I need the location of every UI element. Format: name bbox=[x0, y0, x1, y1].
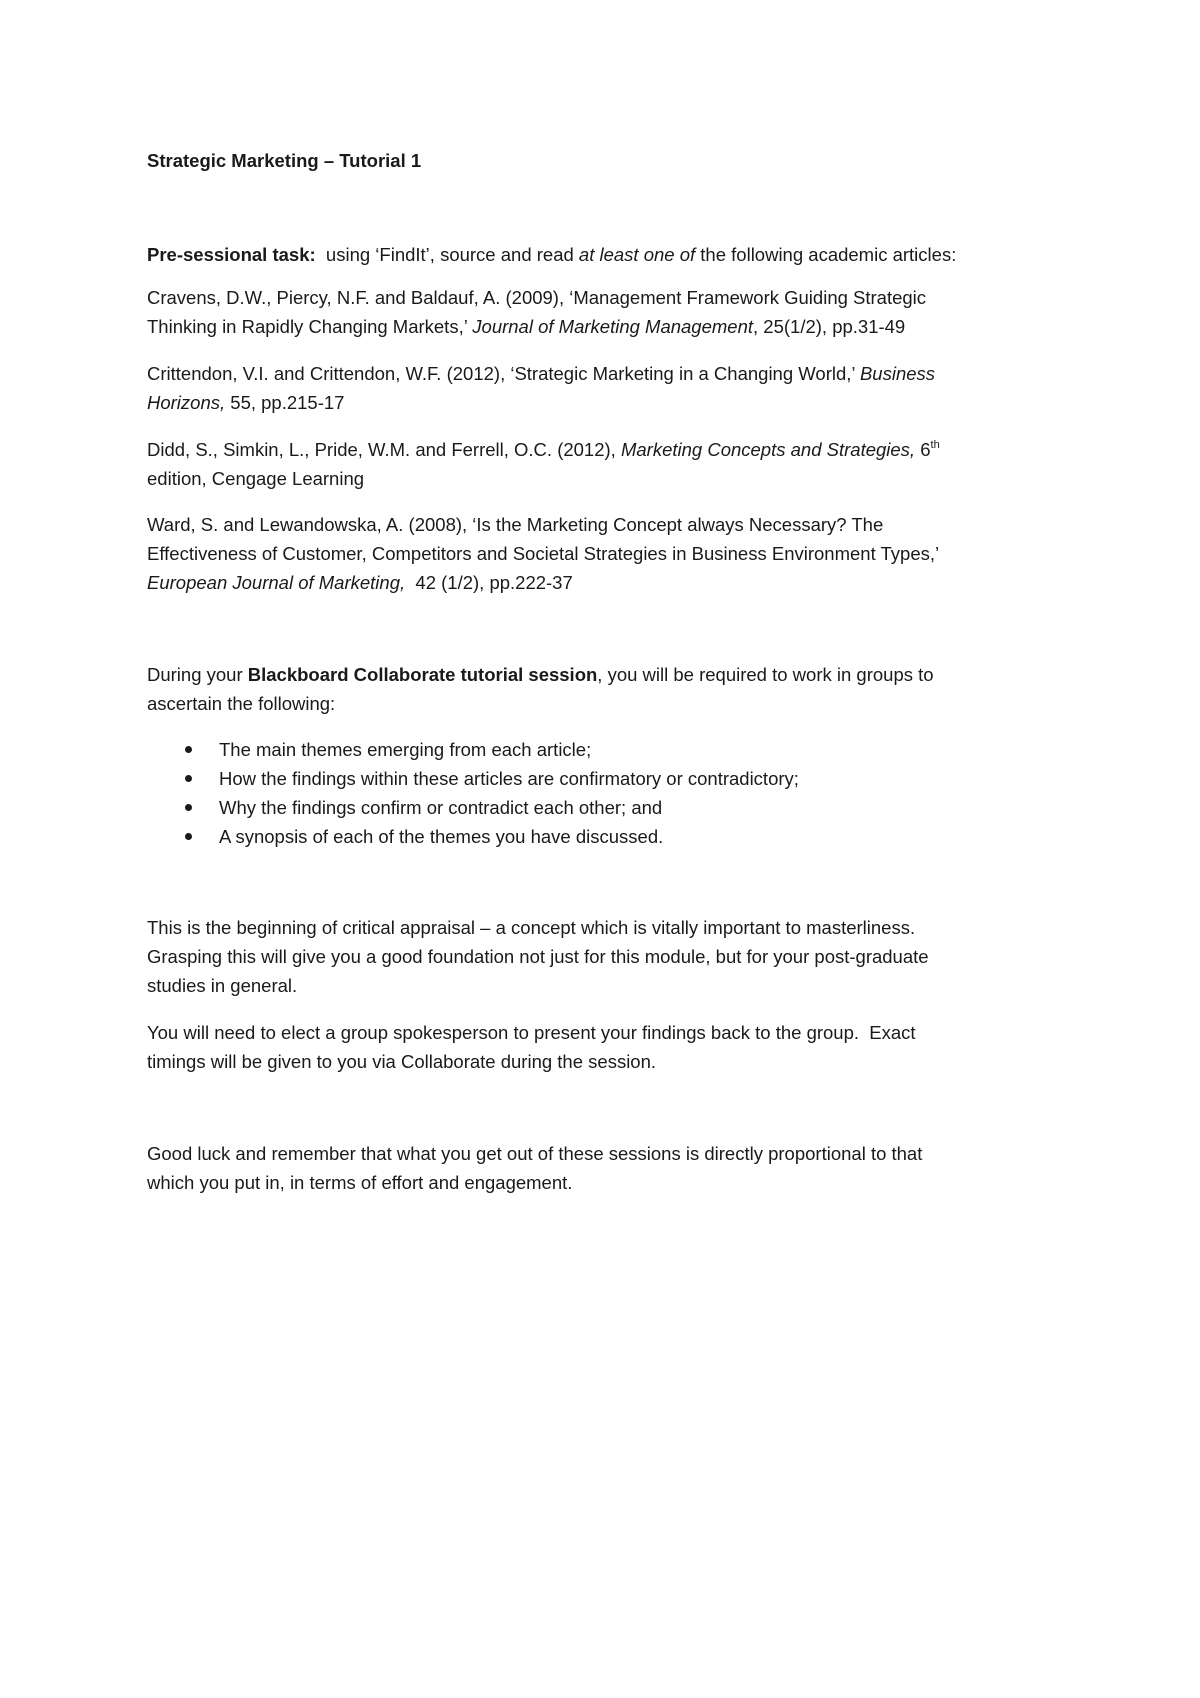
task-emphasis: at least one of bbox=[578, 244, 696, 265]
reference-3-ordinal: th bbox=[930, 439, 940, 451]
bullet-icon bbox=[185, 804, 192, 811]
appraisal-line-2: Grasping this will give you a good foundation not just for this module, but for your post-graduate bbox=[147, 946, 929, 967]
reference-2-pages: 55, pp.215-17 bbox=[225, 392, 345, 413]
session-intro-suffix: , you will be required to work in groups to bbox=[597, 664, 934, 685]
reference-2 bbox=[147, 359, 1047, 417]
pre-sessional-task bbox=[147, 240, 1047, 269]
list-item-text: The main themes emerging from each article; bbox=[219, 739, 592, 760]
spokesperson-line-1: You will need to elect a group spokesperson to present your findings back to the group. Exact bbox=[147, 1022, 916, 1043]
task-label: Pre-sessional task: bbox=[147, 244, 316, 265]
task-bullet-list bbox=[147, 735, 799, 851]
appraisal-line-1: This is the beginning of critical appraisal – a concept which is vitally important to masterliness. bbox=[147, 917, 916, 938]
list-item bbox=[147, 764, 799, 793]
list-item bbox=[147, 793, 799, 822]
reference-2-line-1: Crittendon, V.I. and Crittendon, W.F. (2012), ‘Strategic Marketing in a Changing World,’ bbox=[147, 363, 860, 384]
bullet-icon bbox=[185, 833, 192, 840]
reference-1-pages: , 25(1/2), pp.31-49 bbox=[753, 316, 906, 337]
reference-1 bbox=[147, 283, 1047, 341]
task-text-after: the following academic articles: bbox=[695, 244, 957, 265]
reference-4-pages: 42 (1/2), pp.222-37 bbox=[405, 572, 573, 593]
list-item bbox=[147, 822, 799, 851]
reference-4-line-2: Effectiveness of Customer, Competitors and Societal Strategies in Business Environment Types,’ bbox=[147, 543, 940, 564]
reference-2-journal-part-1: Business bbox=[859, 363, 936, 384]
reference-3-edition-number: 6 bbox=[915, 439, 931, 460]
task-text-before: using ‘FindIt’, source and read bbox=[315, 244, 579, 265]
session-intro-line-2: ascertain the following: bbox=[147, 693, 336, 714]
reference-3 bbox=[147, 435, 1047, 493]
appraisal-line-3: studies in general. bbox=[147, 975, 298, 996]
bullet-icon bbox=[185, 746, 192, 753]
list-item-text: Why the findings confirm or contradict each other; and bbox=[219, 797, 663, 818]
session-intro-prefix: During your bbox=[147, 664, 248, 685]
appraisal-paragraph bbox=[147, 913, 1047, 1000]
reference-3-line-2: edition, Cengage Learning bbox=[147, 468, 365, 489]
reference-1-line-2: Thinking in Rapidly Changing Markets,’ bbox=[147, 316, 473, 337]
reference-3-book-title: Marketing Concepts and Strategies, bbox=[620, 439, 916, 460]
spokesperson-line-2: timings will be given to you via Collaborate during the session. bbox=[147, 1051, 657, 1072]
session-intro bbox=[147, 660, 1047, 718]
spokesperson-paragraph bbox=[147, 1018, 1047, 1076]
list-item-text: How the findings within these articles are confirmatory or contradictory; bbox=[219, 768, 799, 789]
reference-4-line-1: Ward, S. and Lewandowska, A. (2008), ‘Is the Marketing Concept always Necessary? The bbox=[147, 514, 884, 535]
list-item bbox=[147, 735, 799, 764]
reference-4 bbox=[147, 510, 1047, 597]
bullet-icon bbox=[185, 775, 192, 782]
session-intro-bold: Blackboard Collaborate tutorial session bbox=[247, 664, 598, 685]
list-item-text: A synopsis of each of the themes you have discussed. bbox=[219, 826, 664, 847]
reference-1-line-1: Cravens, D.W., Piercy, N.F. and Baldauf, A. (2009), ‘Management Framework Guiding Strategic bbox=[147, 287, 927, 308]
reference-2-journal-part-2: Horizons, bbox=[147, 392, 226, 413]
reference-3-authors: Didd, S., Simkin, L., Pride, W.M. and Ferrell, O.C. (2012), bbox=[147, 439, 621, 460]
reference-4-journal: European Journal of Marketing, bbox=[147, 572, 406, 593]
closing-line-2: which you put in, in terms of effort and engagement. bbox=[147, 1172, 573, 1193]
reference-1-journal: Journal of Marketing Management bbox=[472, 316, 754, 337]
closing-paragraph bbox=[147, 1139, 1047, 1197]
document-title: Strategic Marketing – Tutorial 1 bbox=[147, 150, 422, 171]
closing-line-1: Good luck and remember that what you get out of these sessions is directly proportional to that bbox=[147, 1143, 923, 1164]
